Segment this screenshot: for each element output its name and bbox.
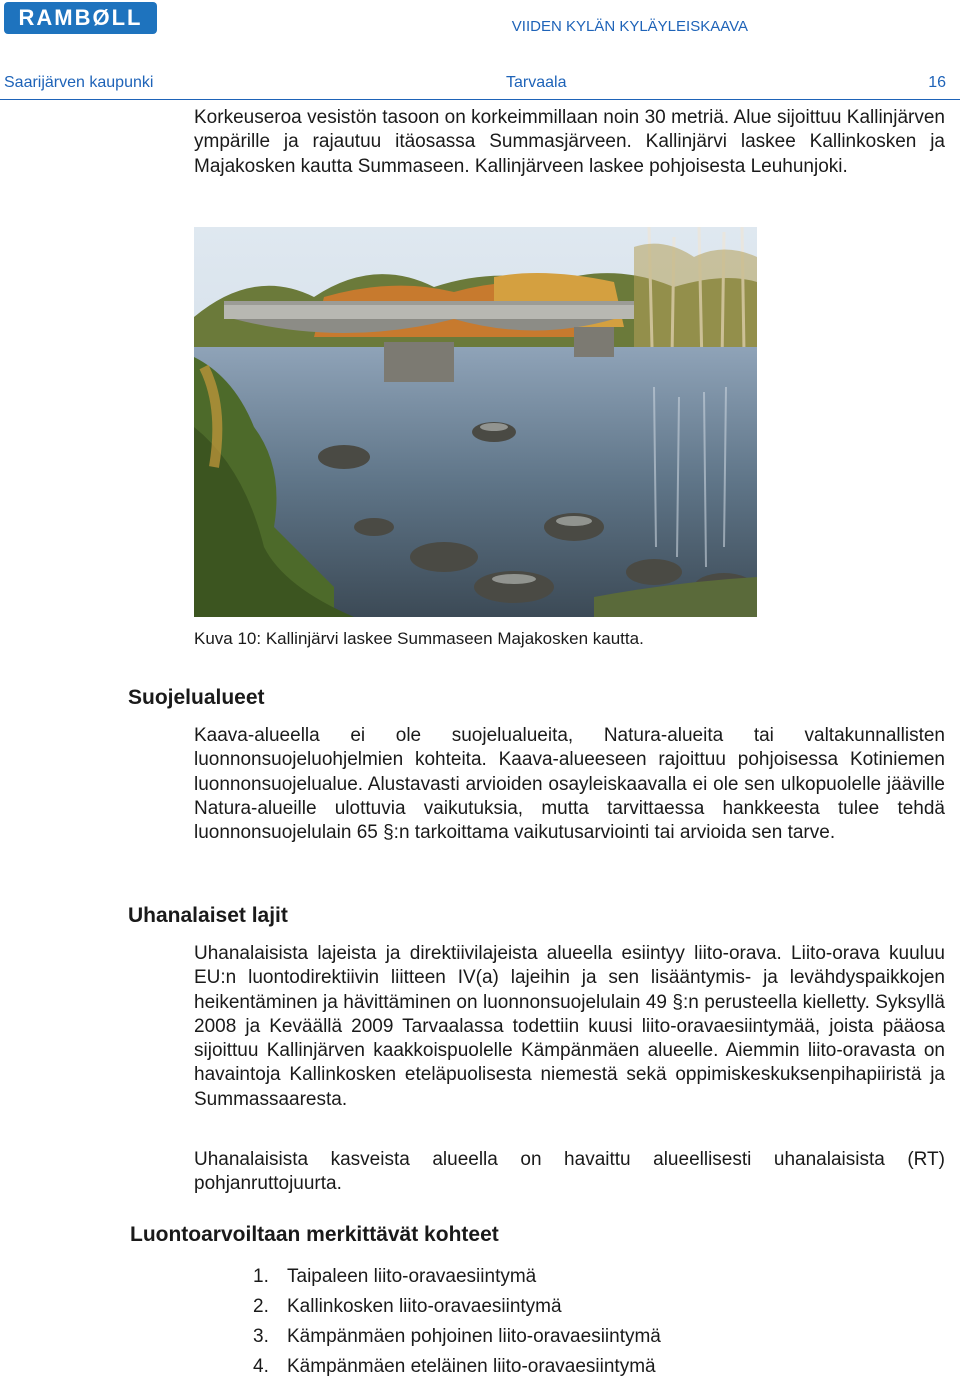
- figure-caption: Kuva 10: Kallinjärvi laskee Summaseen Majakosken kautta.: [194, 629, 644, 648]
- heading-protected-areas: Suojelualueet: [128, 686, 265, 709]
- heading-endangered-species: Uhanalaiset lajit: [128, 904, 288, 927]
- list-item: [253, 1262, 853, 1292]
- list-item: [253, 1352, 853, 1382]
- list-item-number: 2.: [253, 1296, 269, 1317]
- header-area: Tarvaala: [506, 74, 567, 91]
- intro-paragraph: Korkeuseroa vesistön tasoon on korkeimmillaan noin 30 metriä. Alue sijoittuu Kallinjärven ympärille ja rajautuu itäosassa Summasjärveen. Kallinjärvi laskee Kallinkosken ja Majakosken kautta Summaseen. Kallinjärveen laskee pohjoisesta Leuhunjoki.: [194, 107, 945, 177]
- valuable-sites-list: [253, 1262, 853, 1382]
- list-item-number: 4.: [253, 1356, 269, 1377]
- header-rule: [0, 99, 960, 100]
- page-number: 16: [928, 74, 946, 91]
- list-item-label: Kallinkosken liito-oravaesiintymä: [287, 1296, 562, 1317]
- endangered-plants-paragraph: Uhanalaisista kasveista alueella on havaittu alueellisesti uhanalaisista (RT) pohjanruttojuurta.: [194, 1149, 945, 1195]
- list-item-label: Taipaleen liito-oravaesiintymä: [287, 1266, 537, 1287]
- list-item-number: 3.: [253, 1326, 269, 1347]
- ramboll-logo: RAMBØLL: [4, 2, 157, 34]
- protected-areas-paragraph: Kaava-alueella ei ole suojelualueita, Natura-alueita tai valtakunnallisten luonnonsuojeluohjelmien kohteita. Kaava-alueeseen rajoittuu pohjoisessa Kotiniemen luonnonsuojelualue. Alustavasti arvioiden osayleiskaavalla ei ole sen ulkopuolelle jääville Natura-alueille ulottuvia vaikutuksia, mutta tarvittaessa hankkeesta tulee tehdä luonnonsuojelulain 65 §:n tarkoittama vaikutusarviointi tai arvioida sen tarve.: [194, 725, 945, 844]
- running-header: [4, 74, 946, 94]
- river-bridge-photo: [194, 227, 757, 617]
- list-item-label: Kämpänmäen eteläinen liito-oravaesiintymä: [287, 1356, 656, 1377]
- list-item: [253, 1292, 853, 1322]
- list-item-label: Kämpänmäen pohjoinen liito-oravaesiintymä: [287, 1326, 661, 1347]
- document-title: VIIDEN KYLÄN KYLÄYLEISKAAVA: [511, 18, 748, 35]
- endangered-species-paragraph: Uhanalaisista lajeista ja direktiivilajeista alueella esiintyy liito-orava. Liito-orava kuuluu EU:n luontodirektiivin liitteen IV(a) lajeihin ja sen lisääntymis- ja levähdyspaikkojen heikentäminen ja hävittäminen on luonnonsuojelulain 49 §:n perusteella kielletty. Syksyllä 2008 ja Keväällä 2009 Tarvaalassa todettiin kuusi liito-oravaesiintymää, joista pääosa sijoittuu Kallinjärven kaakkoispuolelle Kämpänmäen alueelle. Aiemmin liito-oravasta on havaintoja Kallinkosken eteläpuolisesta niemestä sekä oppimiskeskuksenpihapiiristä ja Summassaaresta.: [194, 943, 945, 1110]
- heading-valuable-sites: Luontoarvoiltaan merkittävät kohteet: [130, 1223, 499, 1246]
- list-item-number: 1.: [253, 1266, 269, 1287]
- header-municipality: Saarijärven kaupunki: [4, 74, 154, 91]
- list-item: [253, 1322, 853, 1352]
